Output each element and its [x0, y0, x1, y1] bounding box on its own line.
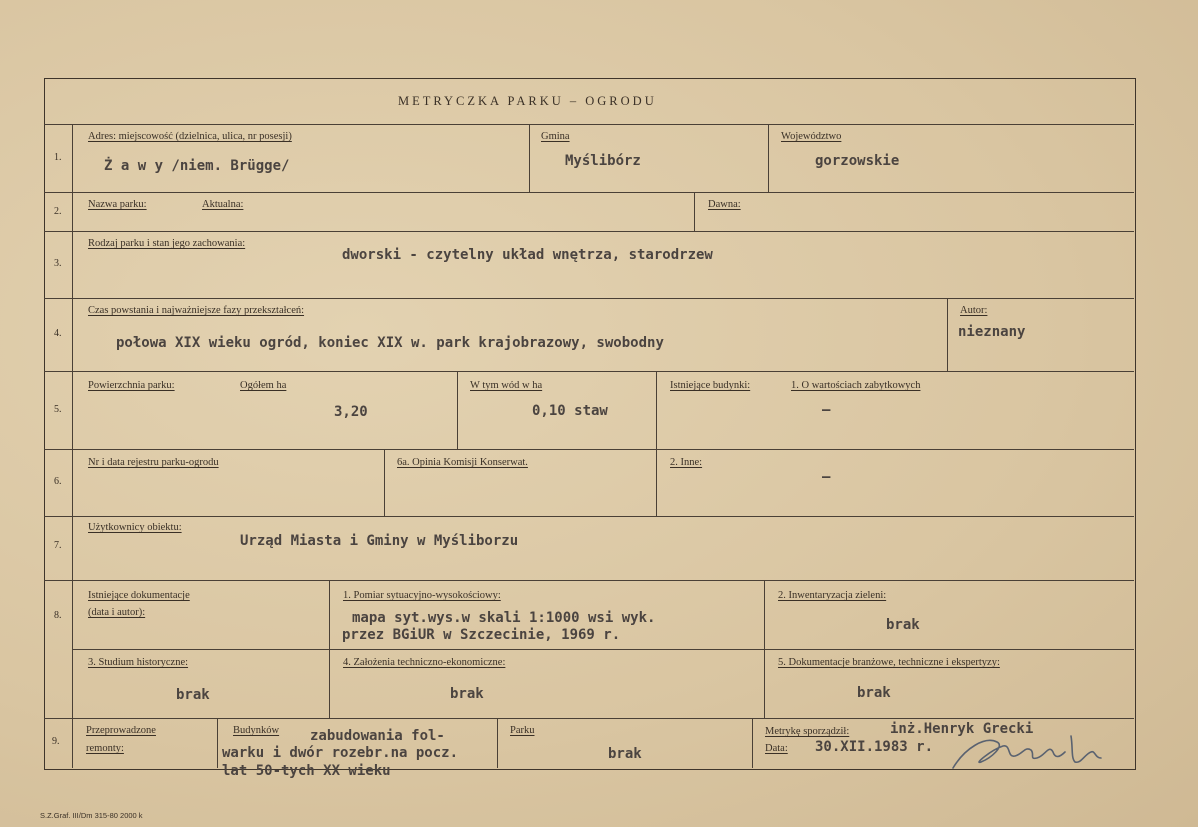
survey-value-line2: przez BGiUR w Szczecinie, 1969 r.: [342, 627, 621, 643]
gmina-label: Gmina: [541, 131, 570, 142]
prepared-by-label: Metrykę sporządził:: [765, 726, 850, 737]
wojewodztwo-value: gorzowskie: [815, 153, 900, 169]
cell-divider: [217, 718, 218, 768]
row-line: [44, 298, 1134, 299]
row-line: [44, 371, 1134, 372]
row-line: [44, 718, 1134, 719]
prepared-by-value: inż.Henryk Grecki: [890, 721, 1034, 737]
total-ha-label: Ogółem ha: [240, 380, 287, 391]
historical-study-value: brak: [176, 687, 210, 703]
row-number: 7.: [54, 540, 62, 551]
tech-econ-value: brak: [450, 686, 484, 702]
buildings-repair-value-line3: lat 50-tych XX wieku: [222, 763, 391, 779]
row-line: [72, 649, 1134, 650]
register-label: Nr i data rejestru parku-ogrodu: [88, 457, 219, 468]
cell-divider: [384, 449, 385, 516]
branch-docs-value: brak: [857, 685, 891, 701]
current-name-label: Aktualna:: [202, 199, 244, 210]
other-buildings-value: —: [822, 469, 831, 485]
greenery-inventory-value: brak: [886, 617, 920, 633]
number-column-divider: [72, 124, 73, 768]
author-value: nieznany: [958, 324, 1026, 340]
buildings-repair-label: Budynków: [233, 725, 280, 736]
cell-divider: [329, 580, 330, 718]
historic-buildings-value: —: [822, 402, 831, 418]
historical-study-label: 3. Studium historyczne:: [88, 657, 189, 668]
row-line: [44, 124, 1134, 125]
repairs-label-sub: remonty:: [86, 743, 124, 754]
date-value: 30.XII.1983 r.: [815, 739, 934, 755]
former-name-label: Dawna:: [708, 199, 741, 210]
other-buildings-label: 2. Inne:: [670, 457, 703, 468]
water-ha-label: W tym wód w ha: [470, 380, 543, 391]
row-number: 4.: [54, 328, 62, 339]
historic-buildings-label: 1. O wartościach zabytkowych: [791, 380, 921, 391]
row-number: 2.: [54, 206, 62, 217]
cell-divider: [694, 192, 695, 231]
docs-label-sub: (data i autor):: [88, 607, 146, 618]
row-number: 3.: [54, 258, 62, 269]
row-line: [44, 580, 1134, 581]
row-line: [44, 516, 1134, 517]
signature: [945, 728, 1125, 776]
address-value: Ż a w y /niem. Brügge/: [104, 158, 290, 174]
cell-divider: [947, 298, 948, 371]
print-code: S.Z.Graf. III/Dm 315-80 2000 k: [40, 811, 143, 820]
cell-divider: [457, 371, 458, 449]
address-label: Adres: miejscowość (dzielnica, ulica, nr posesji): [88, 131, 292, 142]
conservator-opinion-label: 6a. Opinia Komisji Konserwat.: [397, 457, 528, 468]
row-line: [44, 231, 1134, 232]
buildings-label: Istniejące budynki:: [670, 380, 751, 391]
users-label: Użytkownicy obiektu:: [88, 522, 182, 533]
buildings-repair-value-line1: zabudowania fol-: [310, 728, 445, 744]
date-label: Data:: [765, 743, 788, 754]
cell-divider: [764, 580, 765, 718]
park-repair-label: Parku: [510, 725, 535, 736]
form-title: METRYCZKA PARKU – OGRODU: [398, 94, 657, 108]
repairs-label: Przeprowadzone: [86, 725, 156, 736]
park-type-label: Rodzaj parku i stan jego zachowania:: [88, 238, 246, 249]
row-number: 9.: [52, 736, 60, 747]
park-repair-value: brak: [608, 746, 642, 762]
tech-econ-label: 4. Założenia techniczno-ekonomiczne:: [343, 657, 506, 668]
cell-divider: [497, 718, 498, 768]
park-name-label: Nazwa parku:: [88, 199, 147, 210]
row-number: 1.: [54, 152, 62, 163]
cell-divider: [529, 124, 530, 192]
cell-divider: [768, 124, 769, 192]
row-number: 5.: [54, 404, 62, 415]
park-type-value: dworski - czytelny układ wnętrza, starodrzew: [342, 247, 713, 263]
row-line: [44, 192, 1134, 193]
history-value: połowa XIX wieku ogród, koniec XIX w. park krajobrazowy, swobodny: [116, 335, 664, 351]
author-label: Autor:: [960, 305, 988, 316]
row-number: 6.: [54, 476, 62, 487]
history-label: Czas powstania i najważniejsze fazy przekształceń:: [88, 305, 305, 316]
survey-label: 1. Pomiar sytuacyjno-wysokościowy:: [343, 590, 501, 601]
cell-divider: [752, 718, 753, 768]
cell-divider: [656, 371, 657, 516]
total-ha-value: 3,20: [334, 404, 368, 420]
row-line: [44, 449, 1134, 450]
users-value: Urząd Miasta i Gminy w Myśliborzu: [240, 533, 519, 549]
branch-docs-label: 5. Dokumentacje branżowe, techniczne i ekspertyzy:: [778, 657, 1000, 668]
area-label: Powierzchnia parku:: [88, 380, 175, 391]
wojewodztwo-label: Województwo: [781, 131, 842, 142]
water-ha-value: 0,10 staw: [532, 403, 608, 419]
buildings-repair-value-line2: warku i dwór rozebr.na pocz.: [222, 745, 459, 761]
survey-value-line1: mapa syt.wys.w skali 1:1000 wsi wyk.: [352, 610, 656, 626]
gmina-value: Myślibórz: [565, 153, 641, 169]
greenery-inventory-label: 2. Inwentaryzacja zieleni:: [778, 590, 887, 601]
row-number: 8.: [54, 610, 62, 621]
docs-label: Istniejące dokumentacje: [88, 590, 190, 601]
